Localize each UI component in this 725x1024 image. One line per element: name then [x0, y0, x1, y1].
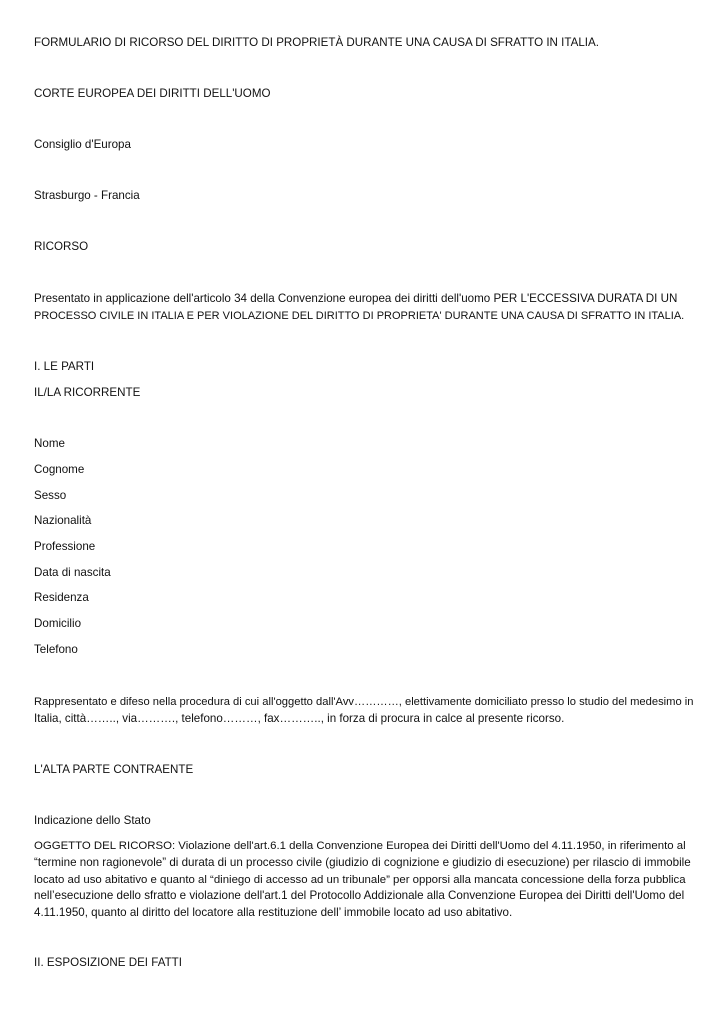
field-label-telefono: Telefono: [34, 643, 78, 656]
field-label-sesso: Sesso: [34, 489, 67, 502]
section-1-heading: I. LE PARTI: [34, 360, 95, 373]
field-label-nome: Nome: [34, 437, 65, 450]
section-2-heading: II. ESPOSIZIONE DEI FATTI: [34, 956, 182, 969]
representation-line-1: Rappresentato e difeso nella procedura di cui all'oggetto dall'Avv…………, elettivamente domiciliato presso lo studio del medesimo in: [34, 696, 694, 708]
presentation-line-2: PROCESSO CIVILE IN ITALIA E PER VIOLAZIONE DEL DIRITTO DI PROPRIETA' DURANTE UNA CAUSA DI SFRATTO IN ITALIA.: [34, 310, 685, 322]
object-line-1: OGGETTO DEL RICORSO: Violazione dell'art.6.1 della Convenzione Europea dei Diritti dell'Uomo del 4.11.1950, in riferimento al: [34, 840, 686, 852]
court-name: CORTE EUROPEA DEI DIRITTI DELL'UOMO: [34, 87, 271, 100]
object-line-2: “termine non ragionevole” di durata di un processo civile (giudizio di cognizione e giudizio di esecuzione) per rilascio di immobile: [34, 856, 691, 869]
council-name: Consiglio d'Europa: [34, 138, 131, 151]
object-line-4: nell’esecuzione dello sfratto e violazione dell'art.1 del Protocollo Addizionale alla Convenzione Europea dei Diritti dell'Uomo del: [34, 889, 685, 902]
field-label-domicilio: Domicilio: [34, 617, 82, 630]
field-label-cognome: Cognome: [34, 463, 85, 476]
object-line-3: locato ad uso abitativo e quanto al “diniego di accesso ad un tribunale” per opporsi alla mancata concessione della forza pubblica: [34, 874, 686, 886]
presentation-line-1: Presentato in applicazione dell'articolo 34 della Convenzione europea dei diritti dell'uomo PER L'ECCESSIVA DURATA DI UN: [34, 292, 678, 305]
ricorso-heading: RICORSO: [34, 240, 89, 253]
field-label-nazionalita: Nazionalità: [34, 514, 92, 527]
field-label-data-nascita: Data di nascita: [34, 566, 111, 579]
field-label-residenza: Residenza: [34, 591, 89, 604]
field-label-professione: Professione: [34, 540, 96, 553]
applicant-heading: IL/LA RICORRENTE: [34, 386, 141, 399]
other-party-heading: L'ALTA PARTE CONTRAENTE: [34, 763, 194, 776]
representation-line-2: Italia, città…….., via………., telefono………, fax……….., in forza di procura in calce al presente ricorso.: [34, 712, 565, 725]
object-line-5: 4.11.1950, quanto al diritto del locatore alla restituzione dell’ immobile locato ad uso abitativo.: [34, 906, 513, 919]
court-city: Strasburgo - Francia: [34, 189, 140, 202]
state-indication: Indicazione dello Stato: [34, 814, 151, 827]
document-title: FORMULARIO DI RICORSO DEL DIRITTO DI PROPRIETÀ DURANTE UNA CAUSA DI SFRATTO IN ITALIA.: [34, 36, 599, 49]
